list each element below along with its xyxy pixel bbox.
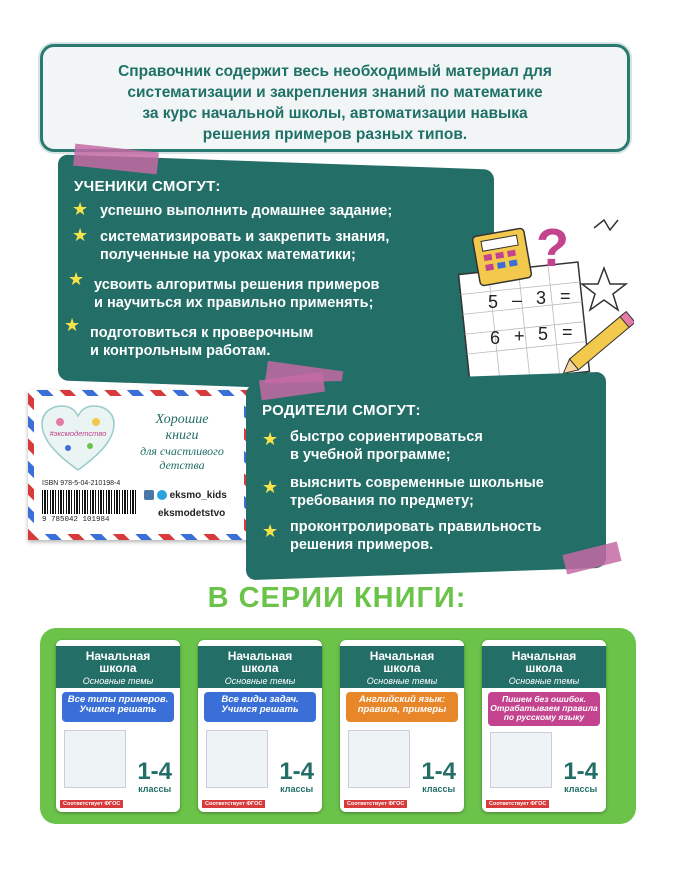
star-icon: ★ [262, 477, 279, 497]
book-art [64, 730, 126, 788]
grades-number: 1-4 [279, 758, 314, 785]
slogan-line: для счастливого [140, 444, 224, 458]
fgos-badge: Соответствует ФГОС [60, 800, 123, 808]
book-cover[interactable] [198, 640, 322, 812]
fgos-badge: Соответствует ФГОС [344, 800, 407, 808]
slogan-line: Хорошие [155, 412, 209, 427]
book-label [346, 692, 458, 722]
intro-box [40, 44, 630, 152]
book-series [198, 646, 322, 688]
telegram-icon [157, 490, 167, 500]
book-label-line: Все типы примеров. [67, 694, 169, 705]
equation-cell: 3 [536, 288, 547, 308]
book-art [206, 730, 268, 788]
equation-cell: = [560, 286, 571, 306]
question-mark: ? [536, 218, 569, 278]
equation-cell: = [562, 322, 573, 342]
item-line: в учебной программе; [290, 447, 451, 463]
vk-icon [144, 490, 154, 500]
book-label [62, 692, 174, 722]
item-line: быстро сориентироваться [290, 429, 483, 445]
star-icon: ★ [72, 199, 89, 219]
item-line: выяснить современные школьные [290, 475, 544, 491]
equation-cell: 6 [490, 328, 501, 348]
grades-number: 1-4 [137, 758, 172, 785]
item-line: и научиться их правильно применять; [94, 295, 374, 311]
book-series-line: Начальная [369, 649, 435, 663]
book-cover[interactable] [56, 640, 180, 812]
star-icon: ★ [68, 269, 85, 289]
item-line: и контрольным работам. [90, 343, 271, 359]
book-label-line: Отрабатываем правила [490, 703, 598, 713]
item-line: успешно выполнить домашнее задание; [100, 203, 393, 219]
parents-title: РОДИТЕЛИ СМОГУТ: [262, 402, 421, 419]
book-series-line: школа [241, 661, 279, 675]
card-slogan [130, 412, 234, 472]
intro-text [57, 61, 613, 145]
book-series-line: Начальная [85, 649, 151, 663]
book-label [204, 692, 316, 722]
students-item [100, 228, 389, 264]
students-item [94, 276, 379, 312]
book-series-line: Начальная [227, 649, 293, 663]
book-grades [279, 760, 314, 794]
intro-line: решения примеров разных типов. [202, 126, 468, 143]
book-sub: Основные темы [366, 676, 438, 686]
book-art [348, 730, 410, 788]
intro-line: Справочник содержит весь необходимый материал для [118, 63, 552, 80]
item-line: проконтролировать правильность [290, 519, 542, 535]
item-line: полученные на уроках математики; [100, 247, 356, 263]
book-series-line: школа [383, 661, 421, 675]
item-line: требования по предмету; [290, 493, 474, 509]
grades-number: 1-4 [421, 758, 456, 785]
students-item [90, 324, 313, 360]
book-sub: Основные темы [508, 676, 580, 686]
isbn-text: ISBN 978-5-04-210198-4 [42, 480, 121, 487]
students-item [100, 202, 392, 220]
parents-item [290, 518, 541, 554]
social-handle-2: eksmodetstvo [158, 508, 226, 519]
book-cover[interactable] [482, 640, 606, 812]
book-series [482, 646, 606, 688]
star-icon: ★ [72, 225, 89, 245]
book-label-line: Учимся решать [79, 704, 157, 715]
equation-cell: – [512, 290, 523, 310]
book-cover[interactable] [340, 640, 464, 812]
equation-cell: + [514, 326, 525, 346]
social-handle: eksmo_kids [169, 490, 227, 501]
book-series-line: Начальная [511, 649, 577, 663]
book-series-line: школа [525, 661, 563, 675]
book-label-line: Учимся решать [221, 704, 299, 715]
slogan-line: детства [159, 458, 205, 472]
barcode-digits: 9 785042 101984 [42, 516, 110, 524]
book-label-line: правила, примеры [357, 704, 447, 715]
intro-line: за курс начальной школы, автоматизации навыка [142, 105, 528, 122]
item-line: усвоить алгоритмы решения примеров [94, 277, 380, 293]
students-title: УЧЕНИКИ СМОГУТ: [74, 178, 221, 195]
book-series [56, 646, 180, 688]
book-grades [421, 760, 456, 794]
grades-word: классы [138, 784, 172, 794]
parents-item [290, 428, 483, 464]
slogan-line: книги [165, 428, 199, 443]
grades-word: классы [280, 784, 314, 794]
book-art [490, 732, 552, 788]
book-grades [563, 760, 598, 794]
publisher-card [28, 390, 250, 540]
social-row [144, 490, 227, 501]
intro-line: систематизации и закрепления знаний по математике [127, 84, 543, 101]
book-series-line: школа [99, 661, 137, 675]
fgos-badge: Соответствует ФГОС [202, 800, 265, 808]
item-line: решения примеров. [290, 537, 434, 553]
item-line: подготовиться к проверочным [90, 325, 314, 341]
book-label-line: по русскому языку [503, 712, 585, 722]
series-title: В СЕРИИ КНИГИ: [207, 582, 467, 614]
book-sub: Основные темы [224, 676, 296, 686]
book-sub: Основные темы [82, 676, 154, 686]
book-label-line: Пишем без ошибок. [502, 694, 586, 704]
math-illustration [454, 208, 634, 388]
grades-number: 1-4 [563, 758, 598, 785]
heart-label: #эксмодетство [49, 429, 107, 438]
equation-cell: 5 [538, 324, 549, 344]
book-label [488, 692, 600, 726]
book-label-line: Английский язык: [358, 694, 446, 705]
star-icon: ★ [262, 429, 279, 449]
book-grades [137, 760, 172, 794]
book-label-line: Все виды задач. [221, 694, 299, 705]
parents-item [290, 474, 544, 510]
book-series [340, 646, 464, 688]
grades-word: классы [564, 784, 598, 794]
grades-word: классы [422, 784, 456, 794]
star-icon: ★ [64, 315, 81, 335]
heart-icon [40, 404, 116, 474]
equation-cell: 5 [488, 292, 499, 312]
star-icon: ★ [262, 521, 279, 541]
fgos-badge: Соответствует ФГОС [486, 800, 549, 808]
barcode [42, 490, 138, 514]
item-line: систематизировать и закрепить знания, [100, 229, 390, 245]
